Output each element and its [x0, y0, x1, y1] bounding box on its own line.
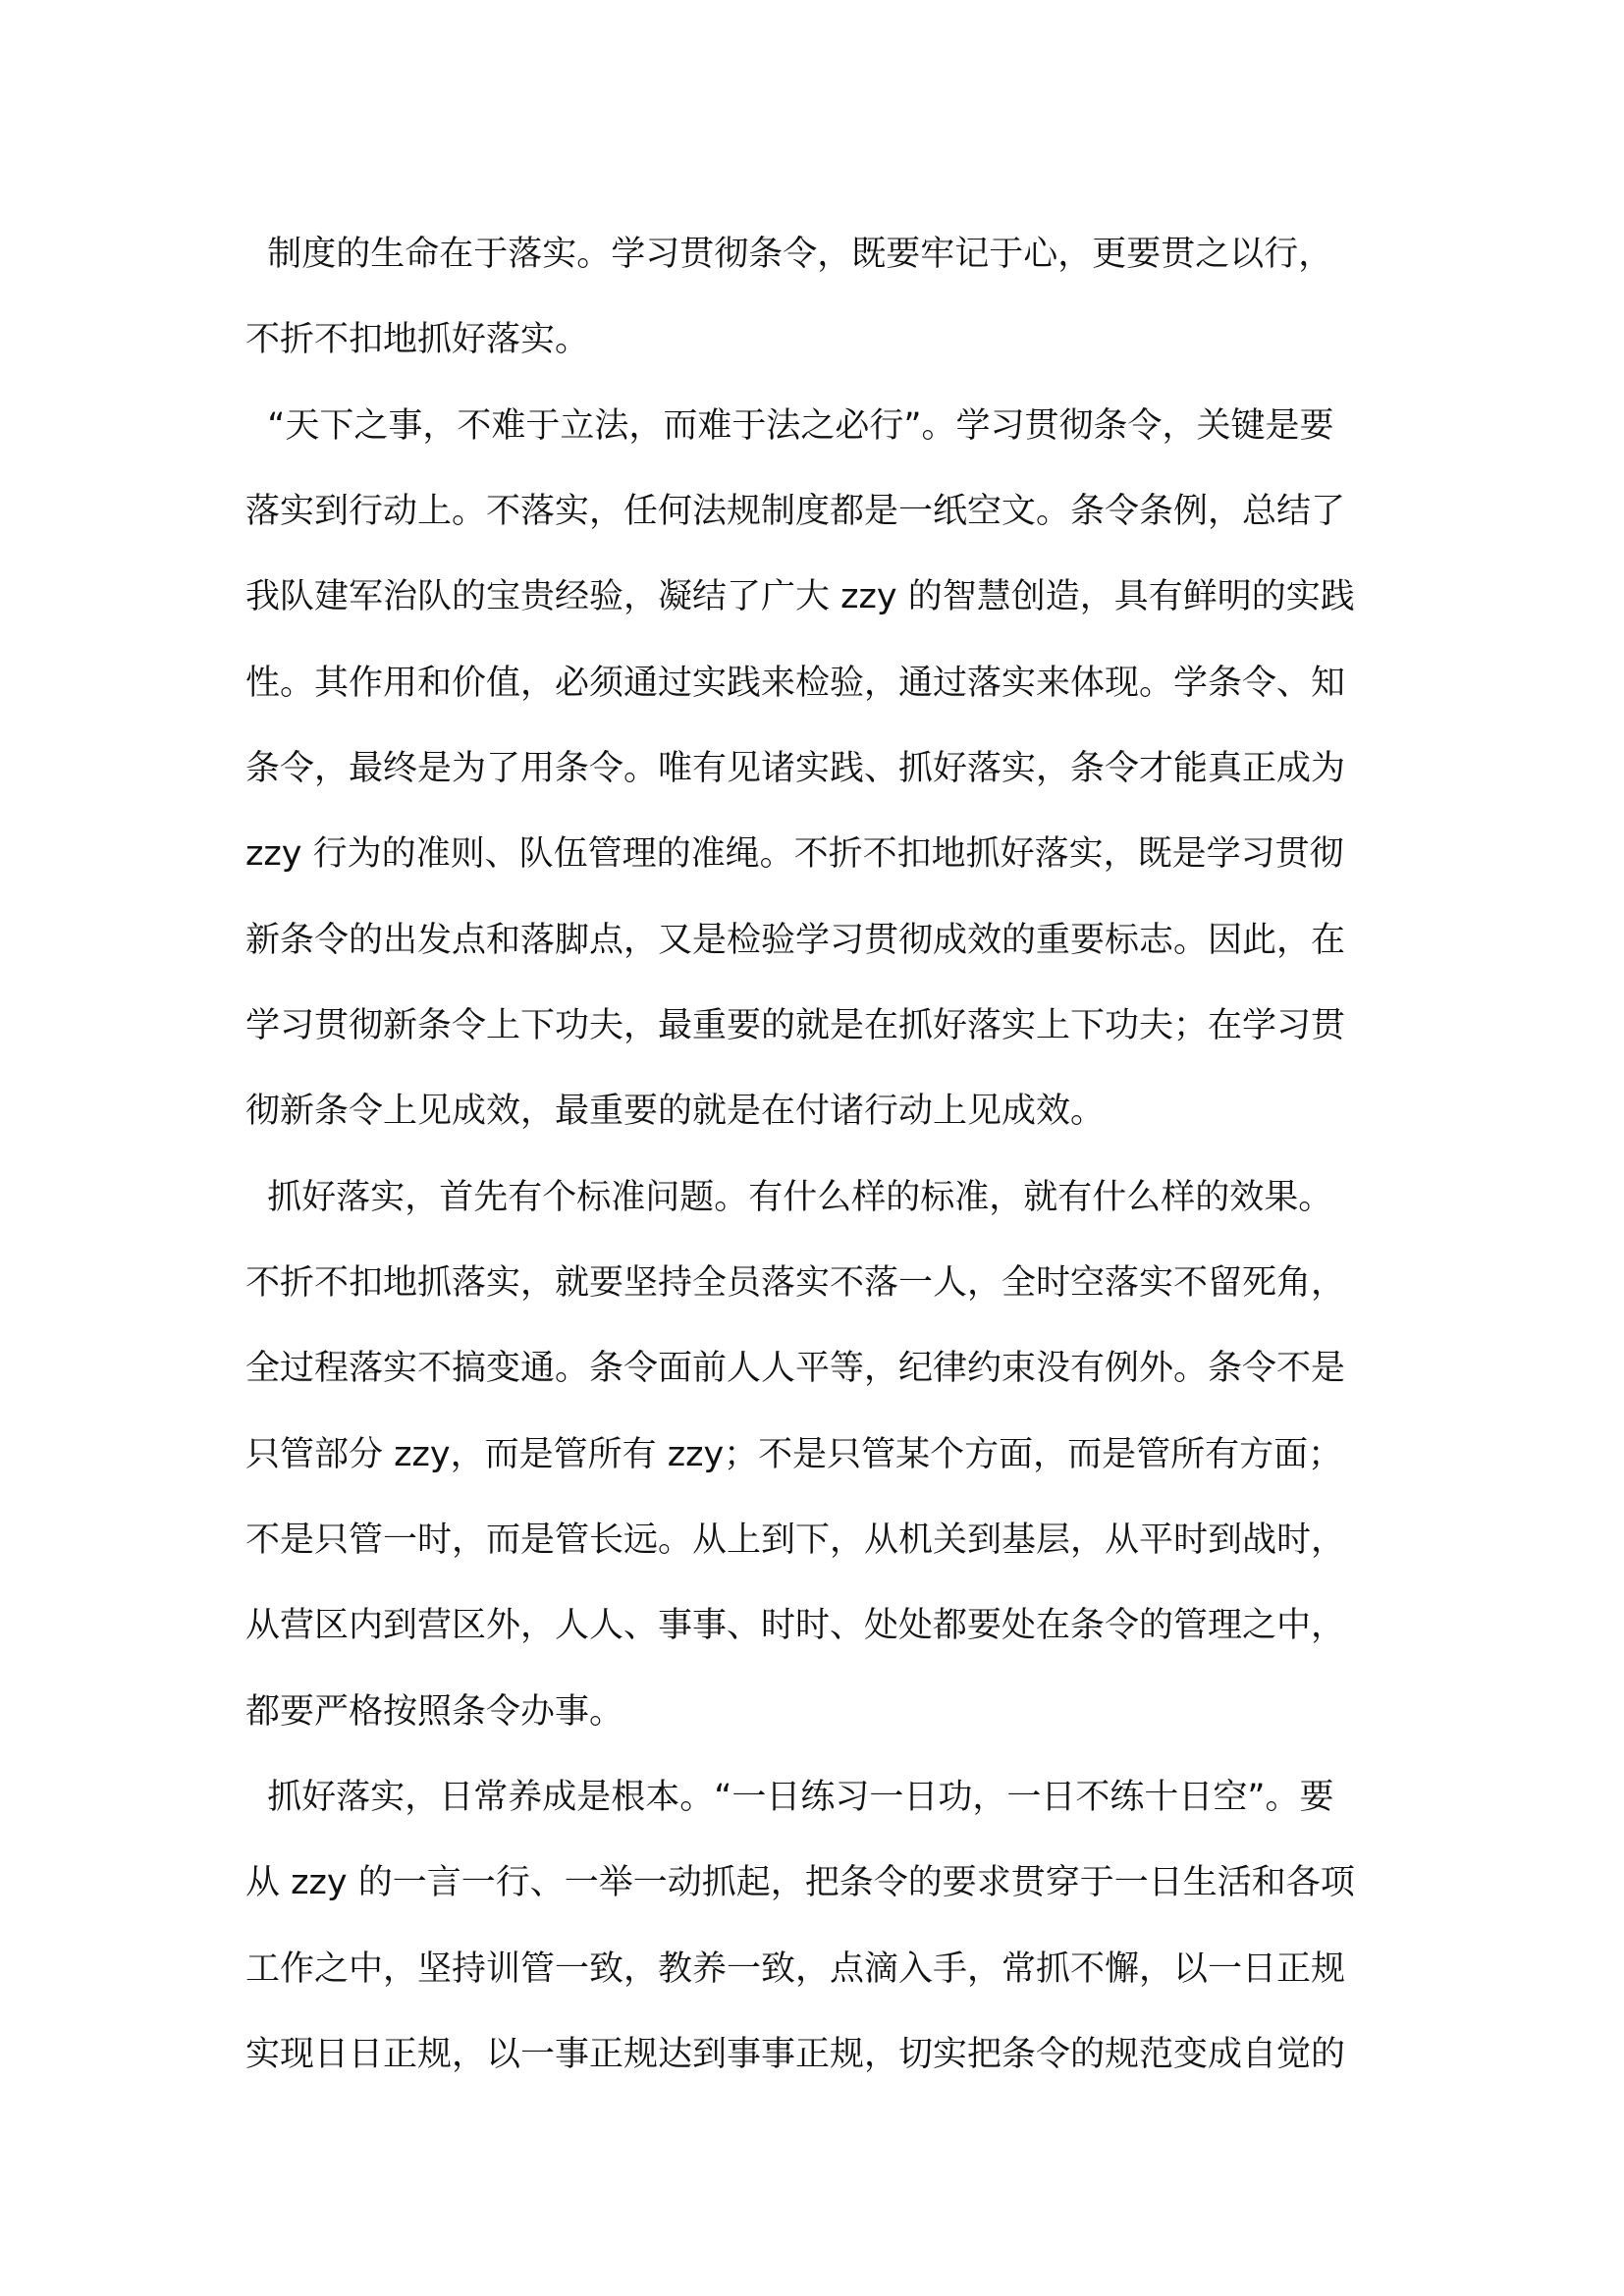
text-line: 抓好落实，日常养成是根本。“一日练习一日功，一日不练十日空”。要: [245, 1778, 1334, 1817]
text-line: 制度的生命在于落实。学习贯彻条令，既要牢记于心，更要贯之以行，: [245, 235, 1333, 274]
text-line: 抓好落实，首先有个标准问题。有什么样的标准，就有什么样的效果。: [245, 1178, 1333, 1217]
text-line: 都要严格按照条令办事。: [245, 1692, 624, 1732]
text-line: 不折不扣地抓好落实。: [245, 320, 590, 359]
text-line: 条令，最终是为了用条令。唯有见诸实践、抓好落实，条令才能真正成为: [245, 749, 1346, 788]
text-line: 从 zzy 的一言一行、一举一动抓起，把条令的要求贯穿于一日生活和各项: [245, 1863, 1355, 1902]
text-line: 彻新条令上见成效，最重要的就是在付诸行动上见成效。: [245, 1092, 1106, 1131]
text-line: “天下之事，不难于立法，而难于法之必行”。学习贯彻条令，关键是要: [245, 406, 1334, 446]
text-line: 全过程落实不搞变通。条令面前人人平等，纪律约束没有例外。条令不是: [245, 1349, 1346, 1388]
text-line: 工作之中，坚持训管一致，教养一致，点滴入手，常抓不懈，以一日正规: [245, 1949, 1346, 1989]
text-line: 新条令的出发点和落脚点，又是检验学习贯彻成效的重要标志。因此，在: [245, 921, 1346, 960]
text-line: 我队建军治队的宝贵经验，凝结了广大 zzy 的智慧创造，具有鲜明的实践: [245, 577, 1355, 616]
text-line: 落实到行动上。不落实，任何法规制度都是一纸空文。条令条例，总结了: [245, 492, 1346, 531]
text-line: 性。其作用和价值，必须通过实践来检验，通过落实来体现。学条令、知: [245, 664, 1346, 703]
text-line: 实现日日正规，以一事正规达到事事正规，切实把条令的规范变成自觉的: [245, 2035, 1346, 2074]
text-line: 学习贯彻新条令上下功夫，最重要的就是在抓好落实上下功夫；在学习贯: [245, 1006, 1346, 1045]
text-line: 从营区内到营区外，人人、事事、时时、处处都要处在条令的管理之中，: [245, 1606, 1346, 1645]
text-line: 不是只管一时，而是管长远。从上到下，从机关到基层，从平时到战时，: [245, 1521, 1346, 1560]
text-line: zzy 行为的准则、队伍管理的准绳。不折不扣地抓好落实，既是学习贯彻: [245, 834, 1344, 874]
text-line: 不折不扣地抓落实，就要坚持全员落实不落一人，全时空落实不留死角，: [245, 1263, 1346, 1303]
text-line: 只管部分 zzy，而是管所有 zzy；不是只管某个方面，而是管所有方面；: [245, 1435, 1343, 1474]
